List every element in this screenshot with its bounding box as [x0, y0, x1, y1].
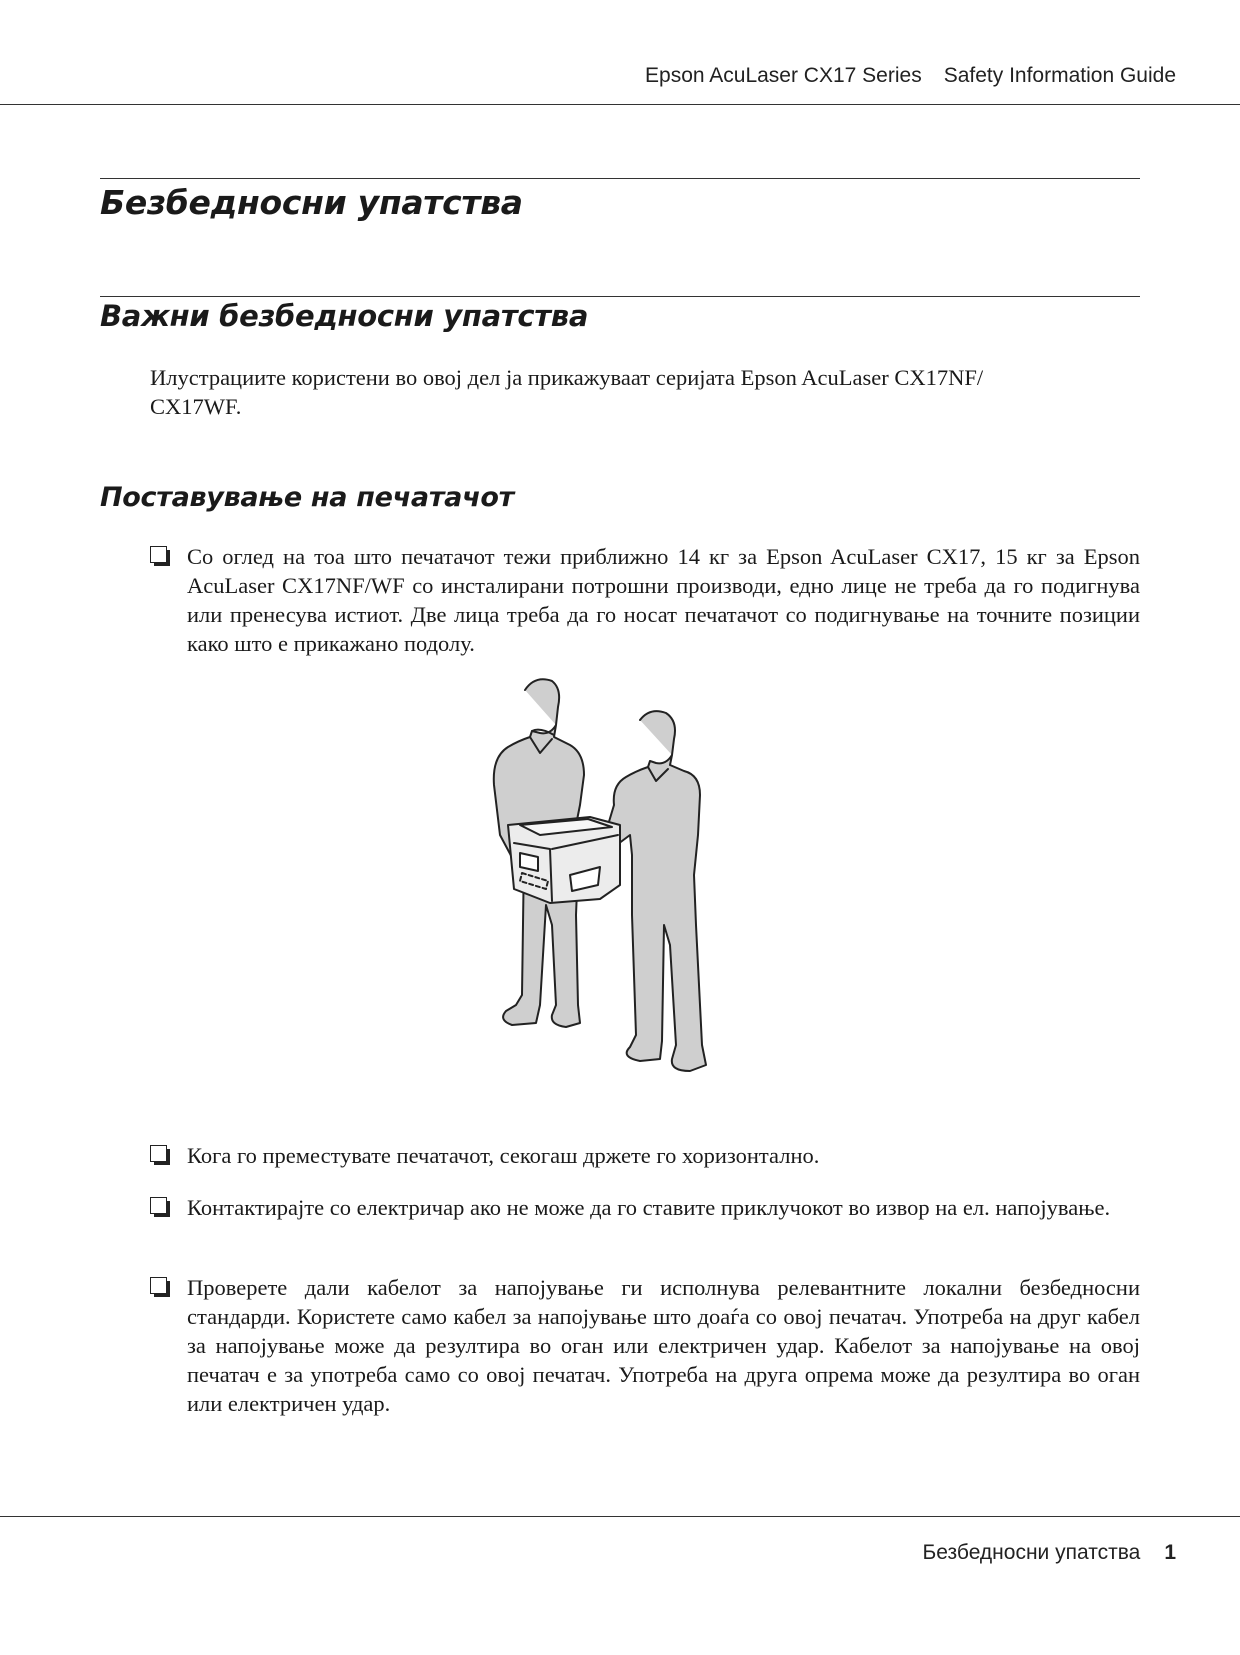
- list-item: [150, 542, 1140, 658]
- list-item: [150, 1273, 1140, 1418]
- header-text: [645, 64, 1176, 88]
- checkbox-bullet-icon: [150, 1145, 167, 1162]
- section-intro: Илустрациите користени во овој дел ја прикажуваат серијата Epson AcuLaser CX17NF/ CX17WF.: [150, 365, 984, 419]
- checkbox-bullet-icon: [150, 546, 167, 563]
- header-guide: Safety Information Guide: [943, 64, 1176, 87]
- section-heading: Важни безбедносни упатства: [100, 299, 589, 333]
- page-title: Безбедносни упатства: [100, 183, 523, 222]
- title-rule: [100, 178, 1140, 179]
- checkbox-bullet-icon: [150, 1277, 167, 1294]
- section-rule: [100, 296, 1140, 297]
- bullet-text: Кога го преместувате печатачот, секогаш држете го хоризонтално.: [187, 1143, 820, 1168]
- header-product: Epson AcuLaser CX17 Series: [645, 64, 922, 87]
- checkbox-bullet-icon: [150, 1197, 167, 1214]
- list-item: [150, 1193, 1140, 1222]
- two-people-carrying-printer-illustration: [480, 675, 770, 1105]
- subsection-heading: Поставување на печатачот: [100, 482, 514, 513]
- page-footer: [0, 1516, 1240, 1517]
- bullet-text: Со оглед на тоа што печатачот тежи приближно 14 кг за Epson AcuLaser CX17, 15 кг за Epson AcuLaser CX17NF/WF со инсталирани потрошни производи, едно лице не треба да го подигнува или пренесува истиот. Две лица треба да го носат печатачот со подигнување на точните позиции како што е прикажано подолу.: [187, 544, 1140, 656]
- bullet-text: Проверете дали кабелот за напојување ги исполнува релевантните локални безбедносни стандарди. Користете само кабел за напојување што доаѓа со овој печатач. Употреба на друг кабел за напојување може да резултира во оган или електричен удар. Кабелот за напојување на овој печатач е за употреба само со овој печатач. Употреба на друга опрема може да резултира во оган или електричен удар.: [187, 1275, 1140, 1416]
- page-header: [0, 0, 1240, 105]
- list-item: [150, 1141, 1140, 1170]
- footer-section-name: Безбедносни упатства: [922, 1541, 1141, 1564]
- footer-text: [923, 1541, 1176, 1565]
- page-number: 1: [1164, 1541, 1176, 1564]
- bullet-text: Контактирајте со електричар ако не може да го ставите приклучокот во извор на ел. напојување.: [187, 1195, 1111, 1220]
